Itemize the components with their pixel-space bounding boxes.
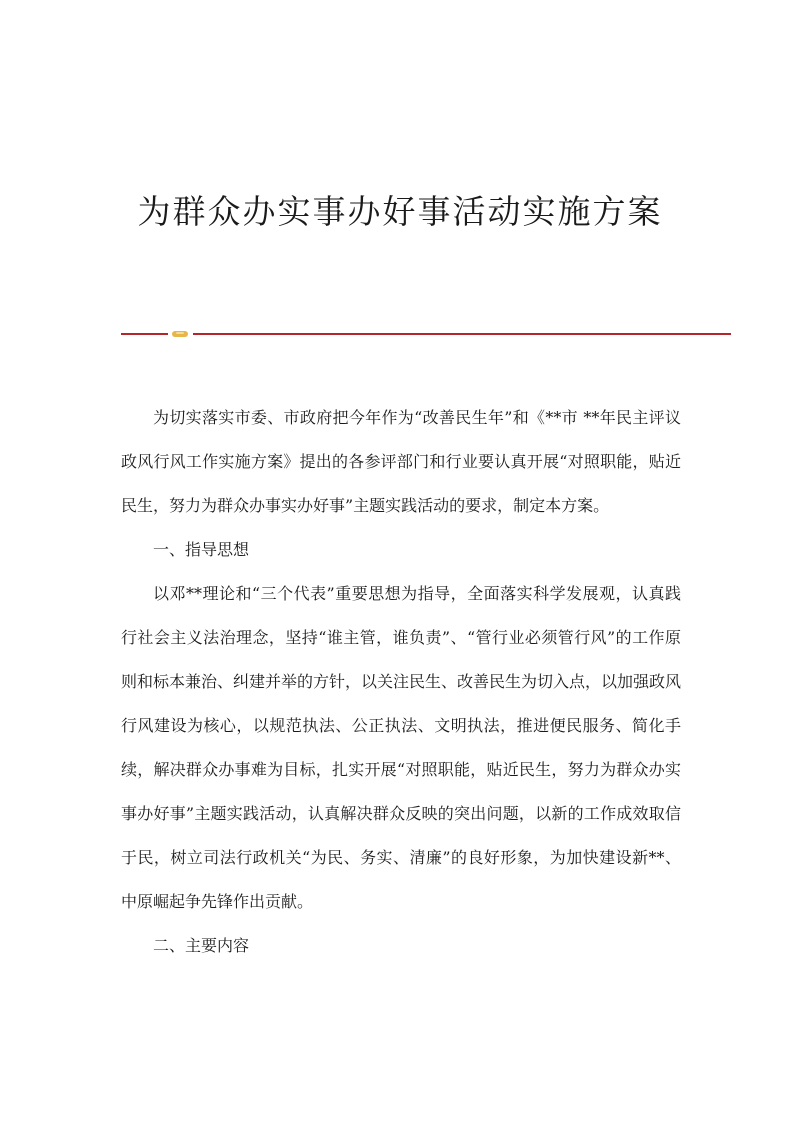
section-heading-guiding-ideology: 一、指导思想 bbox=[153, 540, 250, 559]
document-body bbox=[121, 396, 681, 968]
document-title: 为群众办实事办好事活动实施方案 bbox=[137, 192, 663, 231]
intro-paragraph: 为切实落实市委、市政府把今年作为“改善民生年”和《**市 **年民主评议政风行风工作实施方案》提出的各参评部门和行业要认真开展“对照职能，贴近民生，努力为群众办事实办好事”主题实践活动的要求，制定本方案。 bbox=[121, 408, 681, 515]
guiding-ideology-paragraph: 以邓**理论和“三个代表”重要思想为指导，全面落实科学发展观，认真践行社会主义法治理念，坚持“谁主管，谁负责”、“管行业必须管行风”的工作原则和标本兼治、纠建并举的方针，以关注民生、改善民生为切入点，以加强政风行风建设为核心，以规范执法、公正执法、文明执法，推进便民服务、简化手续，解决群众办事难为目标，扎实开展“对照职能，贴近民生，努力为群众办实事办好事”主题实践活动，认真解决群众反映的突出问题，以新的工作成效取信于民，树立司法行政机关“为民、务实、清廉”的良好形象，为加快建设新**、中原崛起争先锋作出贡献。 bbox=[121, 584, 682, 911]
divider-line-right bbox=[193, 333, 731, 335]
section-heading-main-content: 二、主要内容 bbox=[153, 936, 250, 955]
title-divider bbox=[121, 331, 731, 337]
divider-line-left bbox=[121, 333, 168, 335]
divider-ornament-icon bbox=[172, 331, 188, 337]
